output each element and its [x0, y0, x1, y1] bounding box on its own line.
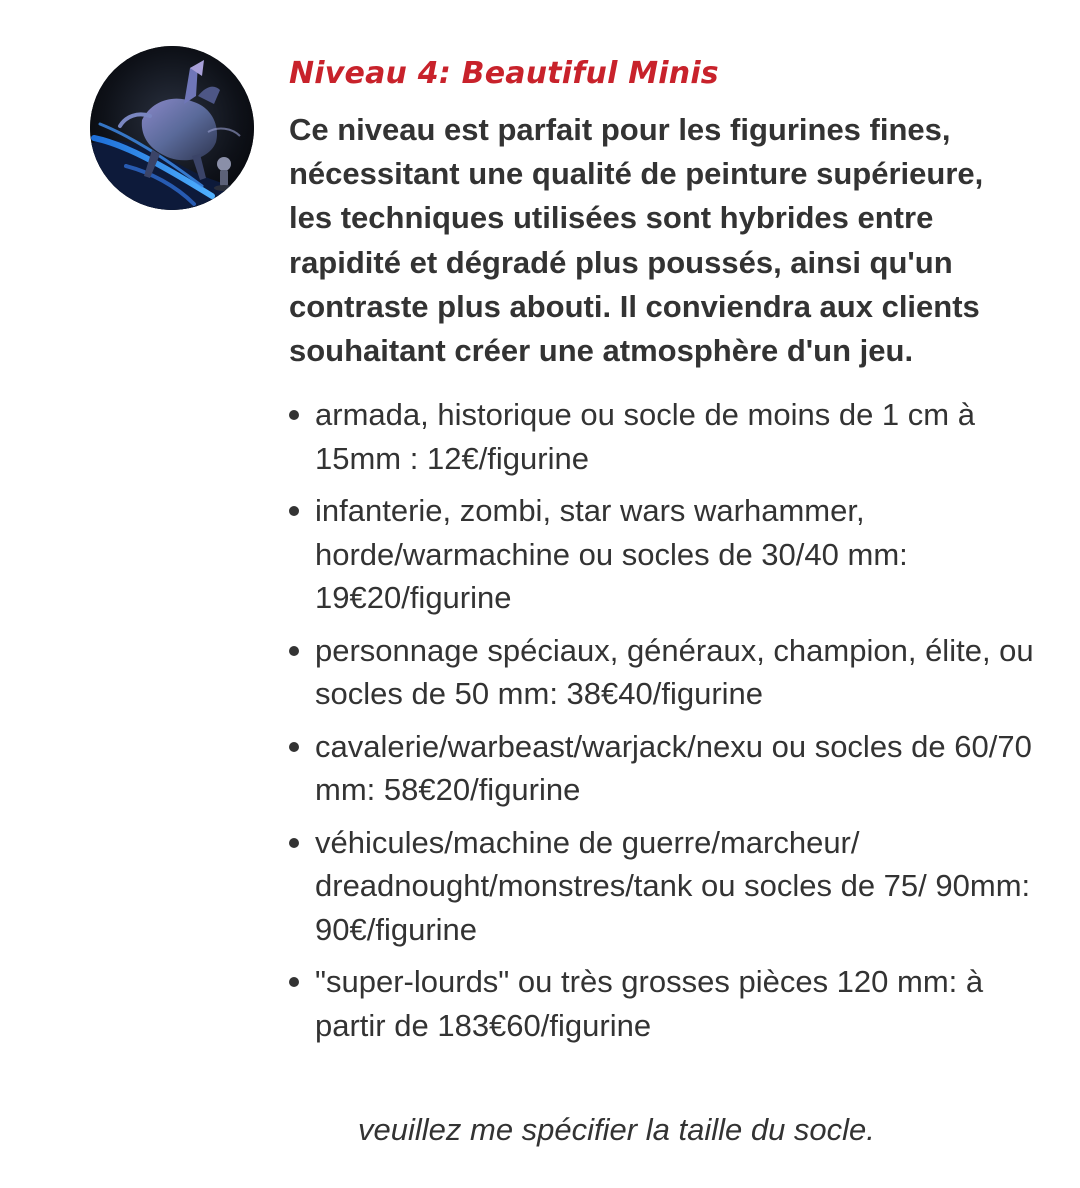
list-item — [289, 960, 1034, 1047]
painted-miniature-photo — [90, 46, 254, 210]
bullet-icon — [289, 977, 299, 987]
level-title: Niveau 4: Beautiful Minis — [289, 56, 719, 91]
list-item — [289, 393, 1034, 480]
bullet-icon — [289, 838, 299, 848]
price-text: personnage spéciaux, généraux, champion, élite, ou socles de 50 mm: 38€40/figurine — [315, 632, 1034, 712]
list-item — [289, 725, 1034, 812]
price-text: cavalerie/warbeast/warjack/nexu ou socles de 60/70 mm: 58€20/figurine — [315, 728, 1032, 808]
bullet-icon — [289, 506, 299, 516]
level-description: Ce niveau est parfait pour les figurines fines, nécessitant une qualité de peinture supérieure, les techniques utilisées sont hybrides entre rapidité et dégradé plus poussés, ainsi qu'un contraste plus abouti. Il conviendra aux clients souhaitant créer une atmosphère d'un jeu. — [289, 112, 984, 369]
price-text: infanterie, zombi, star wars warhammer, horde/warmachine ou socles de 30/40 mm: 19€20/figurine — [315, 493, 908, 616]
socle-note: veuillez me spécifier la taille du socle. — [358, 1112, 875, 1147]
avatar — [90, 46, 254, 210]
list-item — [289, 629, 1034, 716]
bullet-icon — [289, 410, 299, 420]
price-text: armada, historique ou socle de moins de 1 cm à 15mm : 12€/figurine — [315, 397, 975, 476]
bullet-icon — [289, 742, 299, 752]
list-item — [289, 821, 1034, 952]
price-text: véhicules/machine de guerre/marcheur/ dreadnought/monstres/tank ou socles de 75/ 90mm: 90€/figurine — [315, 824, 1031, 947]
price-list — [289, 393, 1034, 1047]
price-text: "super-lourds" ou très grosses pièces 120 mm: à partir de 183€60/figurine — [315, 964, 984, 1043]
bullet-icon — [289, 646, 299, 656]
list-item — [289, 489, 1034, 620]
level-card — [289, 52, 1034, 1056]
